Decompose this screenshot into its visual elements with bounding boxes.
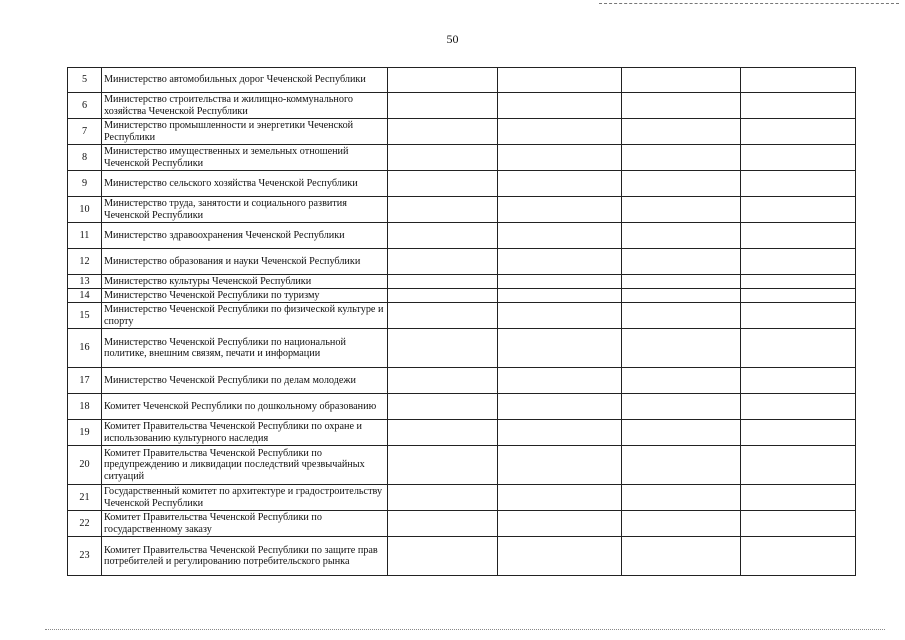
- empty-cell: [741, 68, 856, 93]
- empty-cell: [622, 223, 741, 249]
- empty-cell: [388, 329, 498, 368]
- empty-cell: [741, 368, 856, 394]
- empty-cell: [498, 93, 622, 119]
- scan-artifact-top: [599, 3, 899, 4]
- empty-cell: [388, 289, 498, 303]
- empty-cell: [741, 537, 856, 576]
- row-number: 5: [68, 68, 102, 93]
- empty-cell: [388, 171, 498, 197]
- table-row: [68, 368, 856, 394]
- row-number: 10: [68, 197, 102, 223]
- empty-cell: [498, 119, 622, 145]
- empty-cell: [741, 197, 856, 223]
- row-number: 12: [68, 249, 102, 275]
- empty-cell: [622, 171, 741, 197]
- organization-name: Министерство Чеченской Республики по туризму: [102, 289, 388, 303]
- empty-cell: [498, 329, 622, 368]
- empty-cell: [622, 145, 741, 171]
- table-row: [68, 329, 856, 368]
- empty-cell: [622, 420, 741, 446]
- row-number: 7: [68, 119, 102, 145]
- empty-cell: [498, 485, 622, 511]
- row-number: 22: [68, 511, 102, 537]
- row-number: 21: [68, 485, 102, 511]
- empty-cell: [622, 197, 741, 223]
- empty-cell: [498, 223, 622, 249]
- empty-cell: [498, 275, 622, 289]
- row-number: 8: [68, 145, 102, 171]
- empty-cell: [498, 394, 622, 420]
- table-row: [68, 197, 856, 223]
- page-number: 50: [446, 32, 459, 46]
- empty-cell: [388, 420, 498, 446]
- empty-cell: [388, 93, 498, 119]
- empty-cell: [741, 511, 856, 537]
- table-row: [68, 394, 856, 420]
- empty-cell: [622, 119, 741, 145]
- row-number: 15: [68, 303, 102, 329]
- table-row: [68, 93, 856, 119]
- table-row: [68, 420, 856, 446]
- row-number: 20: [68, 446, 102, 485]
- table-row: [68, 223, 856, 249]
- empty-cell: [741, 289, 856, 303]
- empty-cell: [388, 223, 498, 249]
- organization-name: Министерство Чеченской Республики по национальной политике, внешним связям, печати и информации: [102, 329, 388, 368]
- empty-cell: [622, 394, 741, 420]
- empty-cell: [741, 171, 856, 197]
- table-row: [68, 537, 856, 576]
- empty-cell: [622, 275, 741, 289]
- row-number: 17: [68, 368, 102, 394]
- empty-cell: [622, 68, 741, 93]
- empty-cell: [388, 119, 498, 145]
- table-row: [68, 68, 856, 93]
- table-row: [68, 249, 856, 275]
- table-row: [68, 485, 856, 511]
- empty-cell: [388, 394, 498, 420]
- organization-name: Комитет Правительства Чеченской Республики по защите прав потребителей и регулированию потребительского рынка: [102, 537, 388, 576]
- organization-name: Министерство здравоохранения Чеченской Республики: [102, 223, 388, 249]
- empty-cell: [388, 446, 498, 485]
- empty-cell: [498, 171, 622, 197]
- row-number: 11: [68, 223, 102, 249]
- organization-name: Министерство Чеченской Республики по физической культуре и спорту: [102, 303, 388, 329]
- empty-cell: [388, 68, 498, 93]
- empty-cell: [741, 119, 856, 145]
- empty-cell: [622, 93, 741, 119]
- organization-name: Министерство имущественных и земельных отношений Чеченской Республики: [102, 145, 388, 171]
- organization-name: Комитет Правительства Чеченской Республики по предупреждению и ликвидации последствий чрезвычайных ситуаций: [102, 446, 388, 485]
- empty-cell: [741, 145, 856, 171]
- empty-cell: [388, 275, 498, 289]
- empty-cell: [388, 249, 498, 275]
- empty-cell: [498, 368, 622, 394]
- empty-cell: [741, 303, 856, 329]
- empty-cell: [622, 511, 741, 537]
- table-row: [68, 145, 856, 171]
- organization-name: Комитет Правительства Чеченской Республики по государственному заказу: [102, 511, 388, 537]
- empty-cell: [741, 93, 856, 119]
- empty-cell: [388, 145, 498, 171]
- empty-cell: [388, 485, 498, 511]
- organization-name: Министерство Чеченской Республики по делам молодежи: [102, 368, 388, 394]
- organization-name: Министерство образования и науки Чеченской Республики: [102, 249, 388, 275]
- empty-cell: [622, 329, 741, 368]
- organization-name: Министерство сельского хозяйства Чеченской Республики: [102, 171, 388, 197]
- empty-cell: [741, 394, 856, 420]
- empty-cell: [388, 537, 498, 576]
- empty-cell: [388, 511, 498, 537]
- row-number: 19: [68, 420, 102, 446]
- table-row: [68, 275, 856, 289]
- organization-name: Министерство строительства и жилищно-коммунального хозяйства Чеченской Республики: [102, 93, 388, 119]
- table-row: [68, 171, 856, 197]
- empty-cell: [622, 289, 741, 303]
- row-number: 14: [68, 289, 102, 303]
- row-number: 9: [68, 171, 102, 197]
- empty-cell: [741, 329, 856, 368]
- empty-cell: [622, 303, 741, 329]
- row-number: 18: [68, 394, 102, 420]
- organization-name: Комитет Чеченской Республики по дошкольному образованию: [102, 394, 388, 420]
- empty-cell: [498, 420, 622, 446]
- organization-name: Министерство автомобильных дорог Чеченской Республики: [102, 68, 388, 93]
- row-number: 16: [68, 329, 102, 368]
- row-number: 6: [68, 93, 102, 119]
- empty-cell: [388, 197, 498, 223]
- empty-cell: [388, 303, 498, 329]
- table-row: [68, 303, 856, 329]
- organization-name: Министерство культуры Чеченской Республики: [102, 275, 388, 289]
- empty-cell: [741, 446, 856, 485]
- table-row: [68, 511, 856, 537]
- empty-cell: [388, 368, 498, 394]
- empty-cell: [498, 145, 622, 171]
- empty-cell: [622, 368, 741, 394]
- empty-cell: [622, 537, 741, 576]
- empty-cell: [741, 275, 856, 289]
- organization-name: Министерство труда, занятости и социального развития Чеченской Республики: [102, 197, 388, 223]
- empty-cell: [498, 249, 622, 275]
- empty-cell: [498, 511, 622, 537]
- empty-cell: [741, 485, 856, 511]
- row-number: 13: [68, 275, 102, 289]
- empty-cell: [741, 223, 856, 249]
- empty-cell: [622, 249, 741, 275]
- empty-cell: [498, 289, 622, 303]
- organization-name: Министерство промышленности и энергетики Чеченской Республики: [102, 119, 388, 145]
- row-number: 23: [68, 537, 102, 576]
- empty-cell: [498, 446, 622, 485]
- empty-cell: [498, 197, 622, 223]
- ministries-table: [67, 67, 856, 576]
- scan-artifact-bottom: [45, 629, 885, 630]
- table-row: [68, 289, 856, 303]
- table-row: [68, 119, 856, 145]
- table-row: [68, 446, 856, 485]
- empty-cell: [498, 68, 622, 93]
- empty-cell: [622, 485, 741, 511]
- empty-cell: [741, 249, 856, 275]
- organization-name: Государственный комитет по архитектуре и градостроительству Чеченской Республики: [102, 485, 388, 511]
- organization-name: Комитет Правительства Чеченской Республики по охране и использованию культурного наследия: [102, 420, 388, 446]
- empty-cell: [498, 303, 622, 329]
- empty-cell: [622, 446, 741, 485]
- empty-cell: [498, 537, 622, 576]
- empty-cell: [741, 420, 856, 446]
